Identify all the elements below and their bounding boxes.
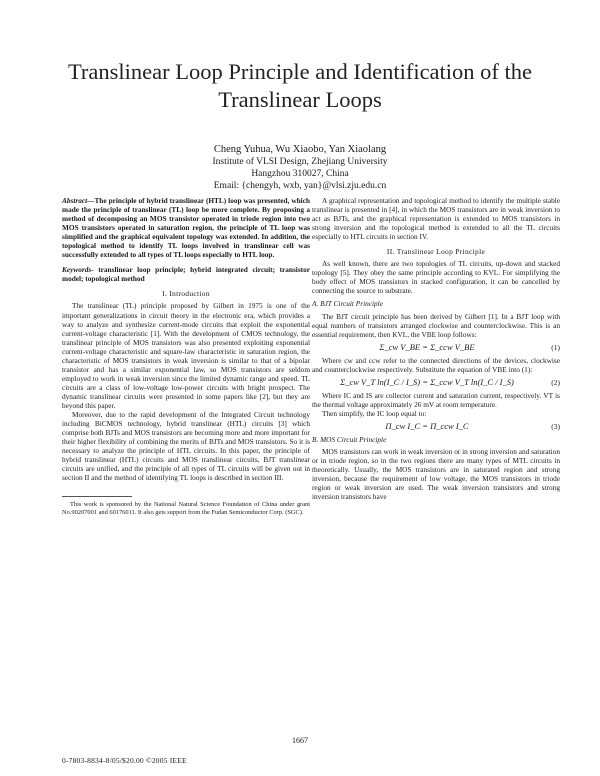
equation-3-expression: Π_cw I_C = Π_ccw I_C xyxy=(385,420,469,431)
equation-2 xyxy=(312,378,560,387)
section-heading-principle: II. Translinear Loop Principle xyxy=(386,247,486,257)
bjt-paragraph-1: The BJT circuit principle has been derived by Gilbert [1]. In a BJT loop with equal numbers of transistors arranged clockwise and counterclockwise. This is an essential requirement, then KVL, the VBE loop follows: xyxy=(312,311,560,339)
keywords xyxy=(62,265,310,283)
left-column xyxy=(62,196,310,517)
abstract-text: The principle of hybrid translinear (HTL) loop was presented, which made the principle of translinear (TL) loop be more complete. By proposing a method of decomposing an MOS transistor operated in triode region into two MOS transistors operated in saturation region, the principle of TL loop was simplified and the graphical equivalent topology was extended. In addition, the topological method to identify TL loops involved in translinear cell was successfully extended to all types of TL loops especially to HTL loop. xyxy=(62,196,310,260)
principle-paragraph: As well known, there are two topologies of TL circuits, up-down and stacked topology [5]. They obey the same principle according to KVL. For simplifying the body effect of MOS transistors in stacked configuration, it can be cancelled by connecting the source to substrate. xyxy=(312,259,560,296)
bjt-paragraph-3: Where IC and IS are collector current and saturation current, respectively. VT is the thermal voltage approximately 26 mV at room temperature. xyxy=(312,390,560,409)
bjt-paragraph-4: Then simplify, the IC loop equal to: xyxy=(322,408,427,418)
equation-1-expression: Σ_cw V_BE = Σ_ccw V_BE xyxy=(379,341,475,352)
abstract-lead: Abstract— xyxy=(62,196,95,205)
equation-3-number: (3) xyxy=(551,421,560,431)
footnote: This work is sponsored by the National Natural Science Foundation of China under grant No.90207001 and 60176011. It also gets support from the Fudan Semiconductor Corp. (SGC). xyxy=(62,501,310,517)
author-names: Cheng Yuhua, Wu Xiaobo, Yan Xiaolang xyxy=(213,144,387,155)
right-paragraph-1: A graphical representation and topological method to identify the multiple stable translinear is presented in [4], in which the MOS transistors are in weak inversion to act as BJTs, and the graphical representation is extended to MOS transistors in strong inversion and the topological method is extended to all the TL circuits especially to HTL circuits in section IV. xyxy=(312,196,560,242)
equation-1 xyxy=(312,343,560,352)
mos-paragraph: MOS transistors can work in weak inversion or in strong inversion and saturation or in triode region, so in the two regions there are many types of MTL circuits in theoretically. Usually, the MOS transistors are in saturated region and strong inversion, because the requirement of low voltage, the MOS transistors in triode region or weak inversion are used. The weak inversion transistors and strong inversion transistors have xyxy=(312,447,560,502)
intro-paragraph-1: The translinear (TL) principle proposed by Gilbert in 1975 is one of the important generalizations in circuit theory in the electronic era, which provides a way to analyze and synthesize current-mode circuits that exploit the exponential current-voltage characteristic [1]. With the development of CMOS technology, the translinear principle of MOS transistors was also presented exploiting exponential current-voltage characteristic and square-law characteristic in saturation region, the characteristic of MOS transistors in weak inversion is similar to that of a bipolar transistor and has a similar exponential law, so MOS transistors are seldom employed to work in weak inversion since the limited dynamic range and speed. TL circuits are a class of low-voltage low-power circuits with bright prospect. The dynamic translinear circuits were presented in some papers like [2], but they are beyond this paper. xyxy=(62,301,310,410)
equation-1-number: (1) xyxy=(551,342,560,352)
author-emails: Email: {chengyh, wxb, yan}@vlsi.zju.edu.cn xyxy=(213,181,387,191)
abstract xyxy=(62,196,310,259)
isbn-line: 0-7803-8834-8/05/$20.00 ©2005 IEEE xyxy=(62,756,187,765)
address: Hangzhou 310027, China xyxy=(251,169,349,179)
equation-2-expression: Σ_cw V_T ln(I_C / I_S) = Σ_ccw V_T ln(I_C / I_S) xyxy=(340,376,514,387)
keywords-text: translinear loop principle; hybrid integrated circuit; transistor model; topological method xyxy=(62,265,310,284)
footnote-divider xyxy=(62,496,132,497)
affiliation: Institute of VLSI Design, Zhejiang University xyxy=(212,157,388,167)
subsection-heading-mos: B. MOS Circuit Principle xyxy=(312,435,387,445)
paper-title: Translinear Loop Principle and Identification of the Translinear Loops xyxy=(67,59,533,112)
author-block xyxy=(150,143,450,192)
equation-2-number: (2) xyxy=(551,377,560,387)
section-heading-introduction: I. Introduction xyxy=(162,289,210,299)
keywords-lead: Keywords- xyxy=(62,265,94,275)
equation-3 xyxy=(312,422,560,431)
intro-paragraph-2: Moreover, due to the rapid development of the Integrated Circuit technology including BiCMOS technology, hybrid translinear (HTL) circuits [3] which comprise both BJTs and MOS transistors are becoming more and more important for their higher flexibility of combining the merits of BJTs and MOS transistors. So it is necessary to analyze the principle of HTL circuits. In this paper, the principle of hybrid translinear (HTL) circuits and MOS translinear circuits, BJT translinear circuits are unified, and the principle of all types of TL circuits will be given out in section II and the method of identifying TL loops is described in section III. xyxy=(62,410,310,483)
page-number: 1667 xyxy=(292,736,308,745)
subsection-heading-bjt: A. BJT Circuit Principle xyxy=(312,299,383,309)
right-column xyxy=(312,196,560,501)
bjt-paragraph-2: Where cw and ccw refer to the connected directions of the devices, clockwise and counterclockwise respectively. Substitute the equation of VBE into (1): xyxy=(312,355,560,374)
